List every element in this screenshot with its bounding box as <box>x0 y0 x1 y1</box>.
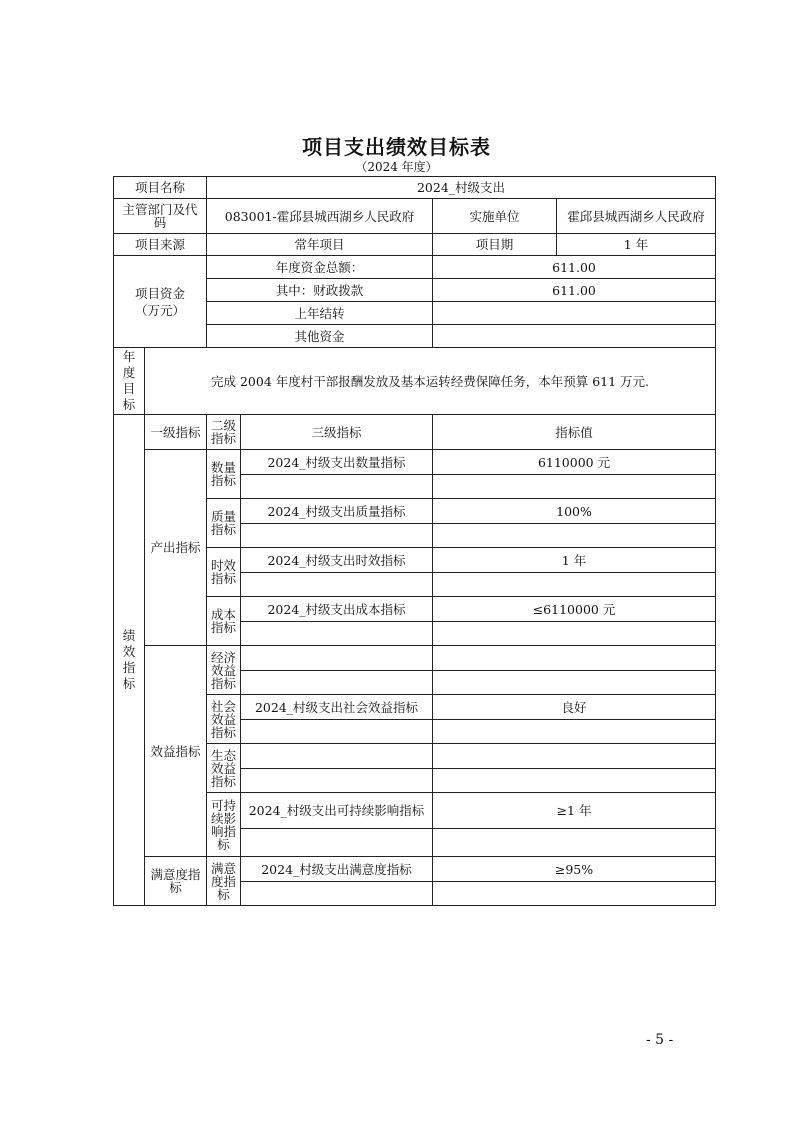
funds-row-label: 年度资金总额： <box>207 256 433 279</box>
empty-cell <box>241 720 433 744</box>
row-perf-header <box>114 415 716 450</box>
funds-label-line2: （万元） <box>135 302 186 318</box>
header-value: 指标值 <box>433 415 716 450</box>
empty-cell <box>433 475 716 499</box>
row-project-name <box>114 177 716 199</box>
empty-cell <box>433 524 716 548</box>
dept-label: 主管部门及代码 <box>114 199 207 234</box>
empty-cell <box>433 573 716 597</box>
project-name-value: 2024_村级支出 <box>207 177 716 199</box>
page-title: 项目支出绩效目标表 <box>302 135 491 159</box>
empty-cell <box>433 769 716 793</box>
header-level3: 三级指标 <box>241 415 433 450</box>
header-level2: 二级指标 <box>207 415 241 450</box>
cost-label: 成本指标 <box>207 597 241 646</box>
sustainable-value: ≥1 年 <box>433 793 716 829</box>
ecological-label: 生态效益指标 <box>207 744 241 793</box>
row-funds-total <box>114 256 716 279</box>
page-number: - 5 - <box>646 1032 674 1048</box>
empty-cell <box>241 829 433 857</box>
ecological-value <box>433 744 716 769</box>
quality-name: 2024_村级支出质量指标 <box>241 499 433 524</box>
funds-row-label: 上年结转 <box>207 302 433 325</box>
quantity-label: 数量指标 <box>207 450 241 499</box>
ecological-name <box>241 744 433 769</box>
empty-cell <box>241 524 433 548</box>
benefit-label: 效益指标 <box>145 646 207 857</box>
funds-row-label: 其他资金 <box>207 325 433 348</box>
impl-label: 实施单位 <box>433 199 557 234</box>
timeliness-label: 时效指标 <box>207 548 241 597</box>
economic-name <box>241 646 433 671</box>
row-satisfaction <box>114 857 716 882</box>
funds-row-value <box>433 302 716 325</box>
satisfaction-sub-label: 满意度指标 <box>207 857 241 906</box>
page-subtitle: （2024 年度） <box>355 160 438 174</box>
social-value: 良好 <box>433 695 716 720</box>
quality-label: 质量指标 <box>207 499 241 548</box>
funds-label-line1: 项目资金 <box>135 285 186 301</box>
quality-value: 100% <box>433 499 716 524</box>
empty-cell <box>241 475 433 499</box>
satisfaction-label: 满意度指标 <box>145 857 207 906</box>
empty-cell <box>241 622 433 646</box>
empty-cell <box>433 720 716 744</box>
funds-row-value: 611.00 <box>433 256 716 279</box>
timeliness-name: 2024_村级支出时效指标 <box>241 548 433 573</box>
sustainable-label: 可持续影响指标 <box>207 793 241 857</box>
quantity-value: 6110000 元 <box>433 450 716 475</box>
impl-value: 霍邱县城西湖乡人民政府 <box>557 199 716 234</box>
social-name: 2024_村级支出社会效益指标 <box>241 695 433 720</box>
row-source <box>114 234 716 256</box>
dept-value: 083001-霍邱县城西湖乡人民政府 <box>207 199 433 234</box>
funds-row-value <box>433 325 716 348</box>
period-value: 1 年 <box>557 234 716 256</box>
cost-name: 2024_村级支出成本指标 <box>241 597 433 622</box>
empty-cell <box>241 882 433 906</box>
row-quantity <box>114 450 716 475</box>
timeliness-value: 1 年 <box>433 548 716 573</box>
goal-label: 年度目标 <box>114 348 145 415</box>
empty-cell <box>433 829 716 857</box>
perf-label: 绩效指标 <box>114 415 145 906</box>
header-level1: 一级指标 <box>145 415 207 450</box>
satisfaction-value: ≥95% <box>433 857 716 882</box>
funds-row-label: 其中：财政拨款 <box>207 279 433 302</box>
goal-text: 完成 2004 年度村干部报酬发放及基本运转经费保障任务，本年预算 611 万元. <box>145 348 716 415</box>
empty-cell <box>241 769 433 793</box>
empty-cell <box>241 671 433 695</box>
funds-label <box>114 256 207 348</box>
period-label: 项目期 <box>433 234 557 256</box>
cost-value: ≤6110000 元 <box>433 597 716 622</box>
row-department <box>114 199 716 234</box>
empty-cell <box>433 622 716 646</box>
source-value: 常年项目 <box>207 234 433 256</box>
social-label: 社会效益指标 <box>207 695 241 744</box>
sustainable-name: 2024_村级支出可持续影响指标 <box>241 793 433 829</box>
row-annual-goal <box>114 348 716 415</box>
empty-cell <box>433 882 716 906</box>
economic-label: 经济效益指标 <box>207 646 241 695</box>
performance-target-table <box>113 176 716 906</box>
project-name-label: 项目名称 <box>114 177 207 199</box>
empty-cell <box>433 671 716 695</box>
row-economic <box>114 646 716 671</box>
funds-row-value: 611.00 <box>433 279 716 302</box>
satisfaction-name: 2024_村级支出满意度指标 <box>241 857 433 882</box>
source-label: 项目来源 <box>114 234 207 256</box>
quantity-name: 2024_村级支出数量指标 <box>241 450 433 475</box>
output-label: 产出指标 <box>145 450 207 646</box>
economic-value <box>433 646 716 671</box>
empty-cell <box>241 573 433 597</box>
